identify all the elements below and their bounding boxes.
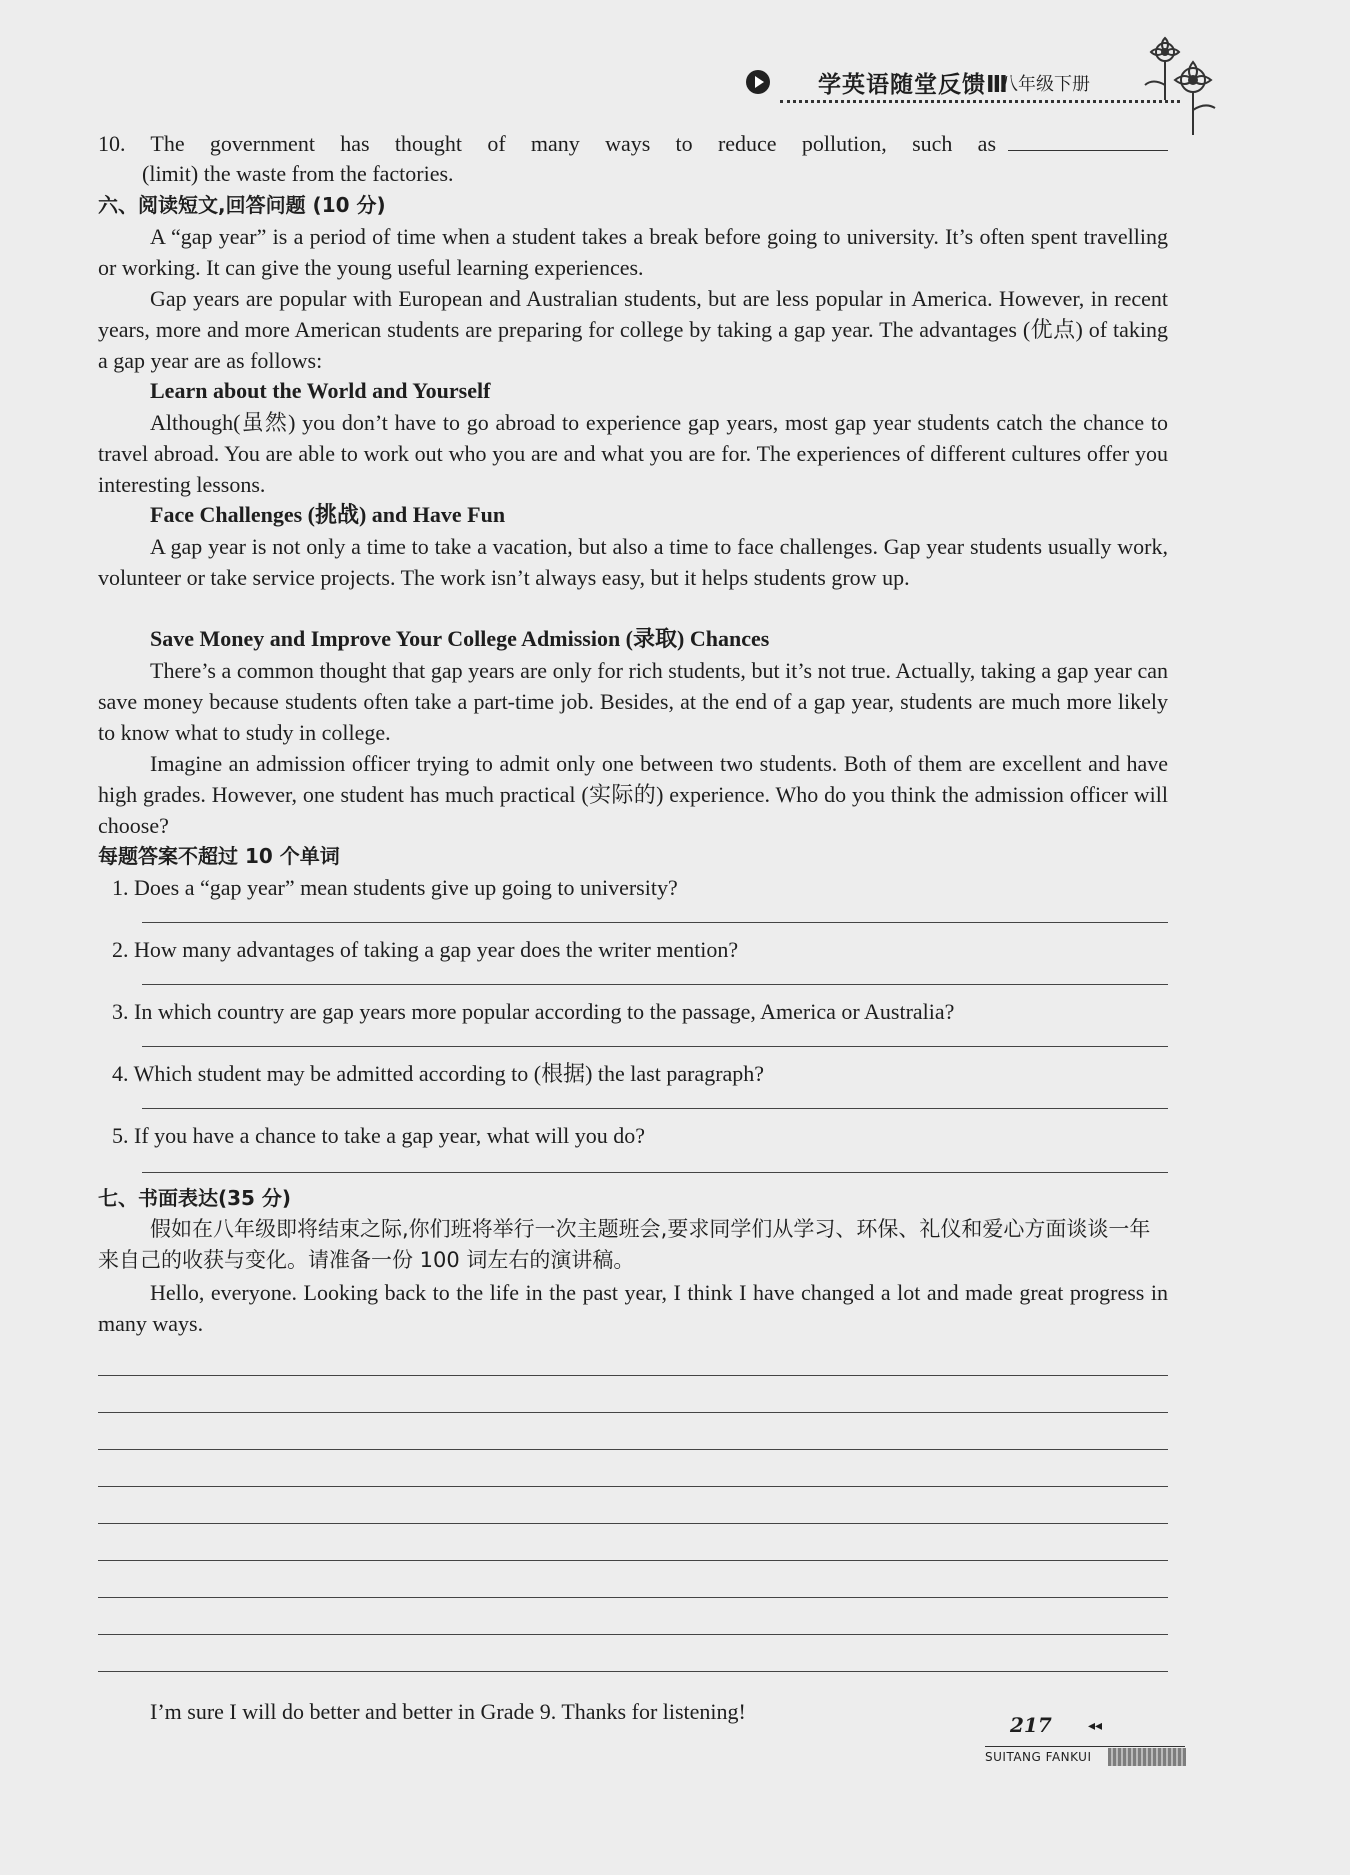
answer-line-5[interactable] (142, 1172, 1168, 1173)
book-grade: 八年级下册 (1000, 74, 1090, 95)
comprehension-question-2: 2. How many advantages of taking a gap year does the writer mention? (112, 937, 739, 962)
series-name: SUITANG FANKUI (985, 1750, 1092, 1764)
series-logo (1108, 1748, 1186, 1766)
book-title: 学英语随堂反馈Ⅲ (818, 72, 1009, 98)
passage-paragraph-5: There’s a common thought that gap years are only for rich students, but it’s not true. Actually, taking a gap year can save money because students often take a part-time job. Besides, at the end of a gap year, students are much more likely to know what to study in college. (98, 658, 1168, 745)
writing-prompt: 假如在八年级即将结束之际,你们班将举行一次主题班会,要求同学们从学习、环保、礼仪和爱心方面谈谈一年来自己的收获与变化。请准备一份 100 词左右的演讲稿。 (98, 1217, 1151, 1272)
writing-line[interactable] (98, 1486, 1168, 1487)
essay-opening: Hello, everyone. Looking back to the life in the past year, I think I have changed a lot and made great progress in many ways. (98, 1280, 1168, 1336)
page-number: 217 (1010, 1713, 1052, 1737)
question-10-line1: 10. The government has thought of many ways to reduce pollution, such as (98, 128, 1168, 159)
answer-line-3[interactable] (142, 1046, 1168, 1047)
footer-divider (985, 1746, 1185, 1747)
writing-line[interactable] (98, 1375, 1168, 1376)
writing-line[interactable] (98, 1597, 1168, 1598)
question-10-line2: (limit) the waste from the factories. (142, 161, 454, 186)
header-divider (780, 100, 1180, 103)
essay-closing: I’m sure I will do better and better in Grade 9. Thanks for listening! (150, 1699, 746, 1724)
comprehension-question-4: 4. Which student may be admitted according to (根据) the last paragraph? (112, 1061, 765, 1086)
writing-line[interactable] (98, 1412, 1168, 1413)
passage-paragraph-4: A gap year is not only a time to take a vacation, but also a time to face challenges. Gap year students usually work, volunteer or take service projects. The work isn’t always easy, but it helps students grow up. (98, 534, 1168, 590)
writing-line[interactable] (98, 1671, 1168, 1672)
play-icon (746, 70, 770, 94)
comprehension-question-5: 5. If you have a chance to take a gap year, what will you do? (112, 1123, 646, 1148)
passage-paragraph-3: Although(虽然) you don’t have to go abroad to experience gap years, most gap year students catch the chance to travel abroad. You are able to work out who you are and what you are for. The experiences of different cultures offer you interesting lessons. (98, 410, 1168, 497)
answer-line-1[interactable] (142, 922, 1168, 923)
section-7-heading: 七、书面表达(35 分) (98, 1186, 292, 1210)
writing-line[interactable] (98, 1449, 1168, 1450)
comprehension-question-1: 1. Does a “gap year” mean students give up going to university? (112, 875, 678, 900)
page-header (740, 62, 1170, 102)
answer-instruction: 每题答案不超过 10 个单词 (98, 844, 340, 868)
answer-line-4[interactable] (142, 1108, 1168, 1109)
comprehension-question-3: 3. In which country are gap years more popular according to the passage, America or Australia? (112, 999, 955, 1024)
section-6-heading: 六、阅读短文,回答问题 (10 分) (98, 193, 386, 217)
passage-paragraph-2: Gap years are popular with European and Australian students, but are less popular in America. However, in recent years, more and more American students are preparing for college by taking a gap year. The advantages (优点) of taking a gap year are as follows: (98, 286, 1168, 373)
answer-line-2[interactable] (142, 984, 1168, 985)
writing-line[interactable] (98, 1634, 1168, 1635)
passage-paragraph-1: A “gap year” is a period of time when a student takes a break before going to university. It’s often spent travelling or working. It can give the young useful learning experiences. (98, 224, 1168, 280)
passage-subheading-3: Save Money and Improve Your College Admission (录取) Chances (150, 626, 770, 651)
writing-line[interactable] (98, 1523, 1168, 1524)
writing-line[interactable] (98, 1560, 1168, 1561)
arrow-left-icon: ◂◂ (1088, 1719, 1103, 1734)
passage-paragraph-6: Imagine an admission officer trying to admit only one between two students. Both of them are excellent and have high grades. However, one student has much practical (实际的) experience. Who do you think the admission officer will choose? (98, 751, 1168, 838)
answer-blank[interactable] (1008, 150, 1168, 151)
passage-subheading-2: Face Challenges (挑战) and Have Fun (150, 502, 506, 527)
passage-subheading-1: Learn about the World and Yourself (150, 378, 491, 403)
flower-icon (1135, 30, 1225, 140)
